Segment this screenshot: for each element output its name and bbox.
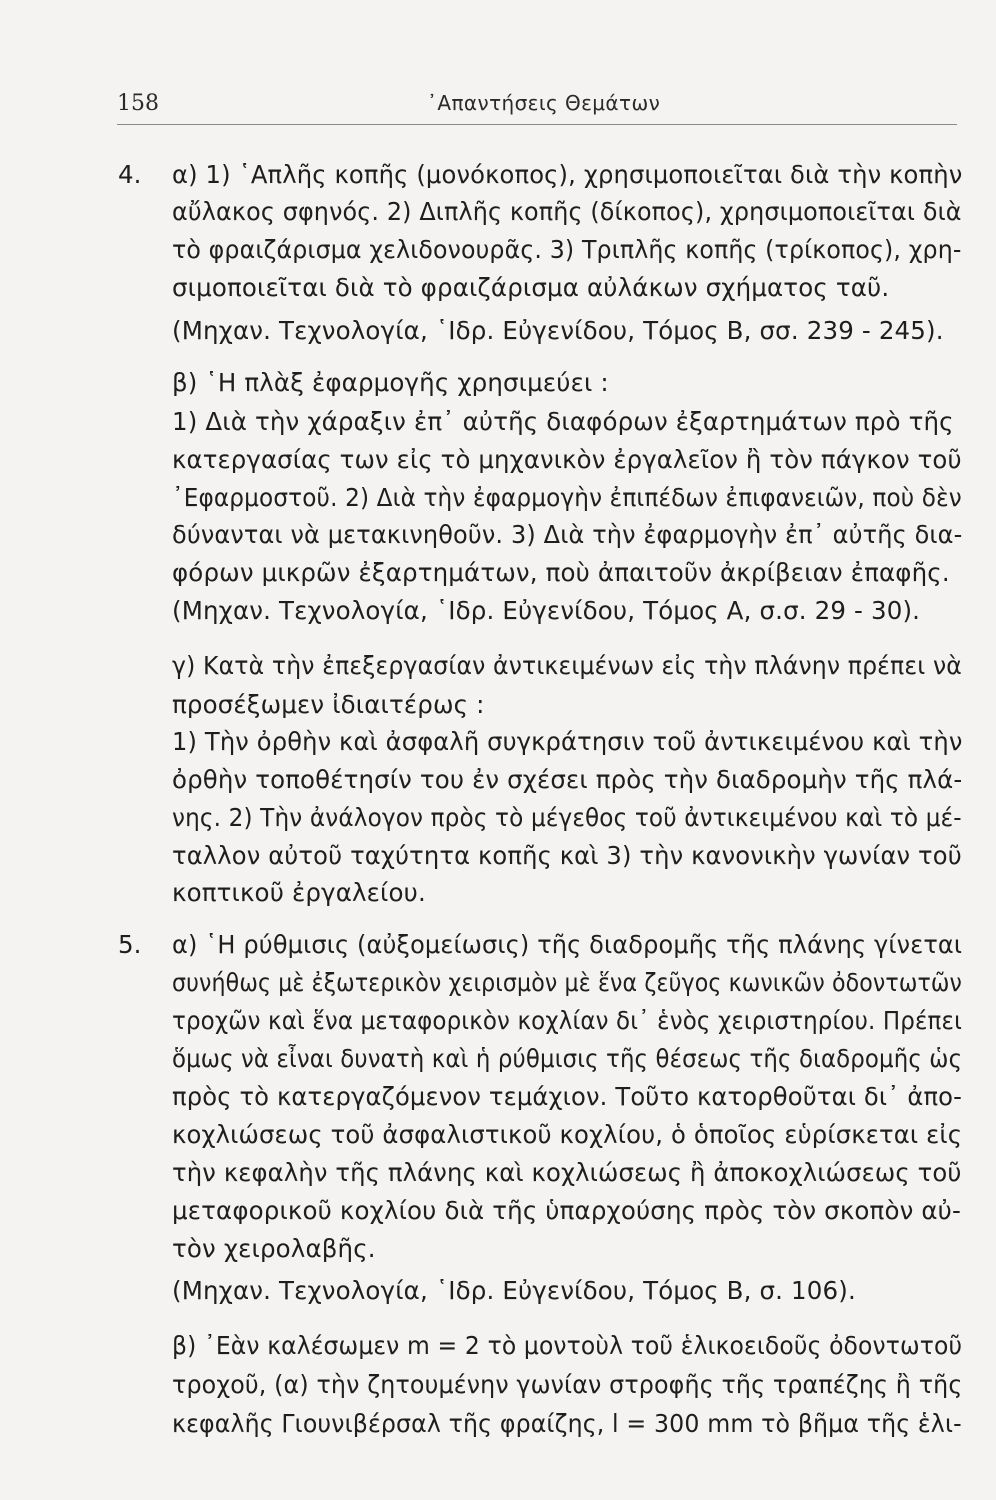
text-line: σιμοποιεῖται διὰ τὸ φραιζάρισμα αὐλάκων σχήματος ταῦ.: [172, 273, 890, 302]
text-line: φόρων μικρῶν ἐξαρτημάτων, ποὺ ἀπαιτοῦν ἀκρίβειαν ἐπαφῆς.: [172, 558, 950, 587]
text-line: νης. 2) Τὴν ἀνάλογον πρὸς τὸ μέγεθος τοῦ ἀντικειμένου καὶ τὸ μέ-: [172, 803, 962, 832]
text-line: ὅμως νὰ εἶναι δυνατὴ καὶ ἡ ρύθμισις τῆς θέσεως τῆς διαδρομῆς ὡς: [172, 1044, 963, 1073]
text-line: κεφαλῆς Γιουνιβέρσαλ τῆς φραίζης, l = 300 mm τὸ βῆμα τῆς ἑλι-: [172, 1409, 962, 1438]
text-line: ᾿Εφαρμοστοῦ. 2) Διὰ τὴν ἐφαρμογὴν ἐπιπέδων ἐπιφανειῶν, ποὺ δὲν: [172, 483, 962, 512]
text-line: τροχῶν καὶ ἕνα μεταφορικὸν κοχλίαν δι᾿ ἑνὸς χειριστηρίου. Πρέπει: [172, 1006, 962, 1035]
text-line: τροχοῦ, (α) τὴν ζητουμένην γωνίαν στροφῆς τῆς τραπέζης ἢ τῆς: [172, 1370, 963, 1399]
text-line: συνήθως μὲ ἐξωτερικὸν χειρισμὸν μὲ ἕνα ζεῦγος κωνικῶν ὀδοντωτῶν: [172, 968, 963, 997]
text-line: δύνανται νὰ μετακινηθοῦν. 3) Διὰ τὴν ἐφαρμογὴν ἐπ᾿ αὐτῆς δια-: [172, 520, 963, 549]
reference-line: (Μηχαν. Τεχνολογία, ῾Ιδρ. Εὐγενίδου, Τόμος Β, σ. 106).: [172, 1276, 856, 1305]
running-title: ᾿Απαντήσεις Θεμάτων: [427, 91, 661, 115]
text-line: κοπτικοῦ ἐργαλείου.: [172, 878, 426, 907]
page-header: [117, 88, 957, 128]
text-line: ὀρθὴν τοποθέτησίν του ἐν σχέσει πρὸς τὴν διαδρομὴν τῆς πλά-: [172, 765, 963, 794]
header-rule: [117, 124, 957, 125]
text-line: α) ῾Η ρύθμισις (αὐξομείωσις) τῆς διαδρομῆς τῆς πλάνης γίνεται: [172, 930, 963, 959]
text-line: αὔλακος σφηνός. 2) Διπλῆς κοπῆς (δίκοπος), χρησιμοποιεῖται διὰ: [172, 197, 962, 226]
text-line: τὸ φραιζάρισμα χελιδονουρᾶς. 3) Τριπλῆς κοπῆς (τρίκοπος), χρη-: [172, 235, 962, 264]
text-line: μεταφορικοῦ κοχλίου διὰ τῆς ὑπαρχούσης πρὸς τὸν σκοπὸν αὐ-: [172, 1196, 961, 1225]
text-line: προσέξωμεν ἰδιαιτέρως :: [172, 690, 485, 719]
reference-line: (Μηχαν. Τεχνολογία, ῾Ιδρ. Εὐγενίδου, Τόμος Α, σ.σ. 29 - 30).: [172, 596, 921, 625]
text-line: ταλλον αὐτοῦ ταχύτητα κοπῆς καὶ 3) τὴν κανονικὴν γωνίαν τοῦ: [172, 841, 962, 870]
text-line: γ) Κατὰ τὴν ἐπεξεργασίαν ἀντικειμένων εἰς τὴν πλάνην πρέπει νὰ: [172, 651, 962, 680]
answer-number: 5.: [118, 930, 142, 959]
text-line: πρὸς τὸ κατεργαζόμενον τεμάχιον. Τοῦτο κατορθοῦται δι᾿ ἀπο-: [172, 1082, 963, 1111]
text-line: κατεργασίας των εἰς τὸ μηχανικὸν ἐργαλεῖον ἢ τὸν πάγκον τοῦ: [172, 445, 962, 474]
text-line: 1) Διὰ τὴν χάραξιν ἐπ᾿ αὐτῆς διαφόρων ἐξαρτημάτων πρὸ τῆς: [172, 407, 954, 436]
text-line: β) ῾Η πλὰξ ἐφαρμογῆς χρησιμεύει :: [172, 368, 609, 397]
text-line: α) 1) ῾Απλῆς κοπῆς (μονόκοπος), χρησιμοποιεῖται διὰ τὴν κοπὴν: [172, 160, 963, 189]
page-number: 158: [117, 91, 159, 116]
answer-number: 4.: [118, 160, 142, 189]
text-line: 1) Τὴν ὀρθὴν καὶ ἀσφαλῆ συγκράτησιν τοῦ ἀντικειμένου καὶ τὴν: [172, 727, 963, 756]
text-line: τὴν κεφαλὴν τῆς πλάνης καὶ κοχλιώσεως ἢ ἀποκοχλιώσεως τοῦ: [172, 1158, 962, 1187]
reference-line: (Μηχαν. Τεχνολογία, ῾Ιδρ. Εὐγενίδου, Τόμος Β, σσ. 239 - 245).: [172, 316, 944, 345]
text-line: β) ᾿Εὰν καλέσωμεν m = 2 τὸ μοντοὺλ τοῦ ἑλικοειδοῦς ὀδοντωτοῦ: [172, 1331, 963, 1360]
text-line: τὸν χειρολαβῆς.: [172, 1234, 376, 1263]
text-line: κοχλιώσεως τοῦ ἀσφαλιστικοῦ κοχλίου, ὁ ὁποῖος εὑρίσκεται εἰς: [172, 1120, 963, 1149]
